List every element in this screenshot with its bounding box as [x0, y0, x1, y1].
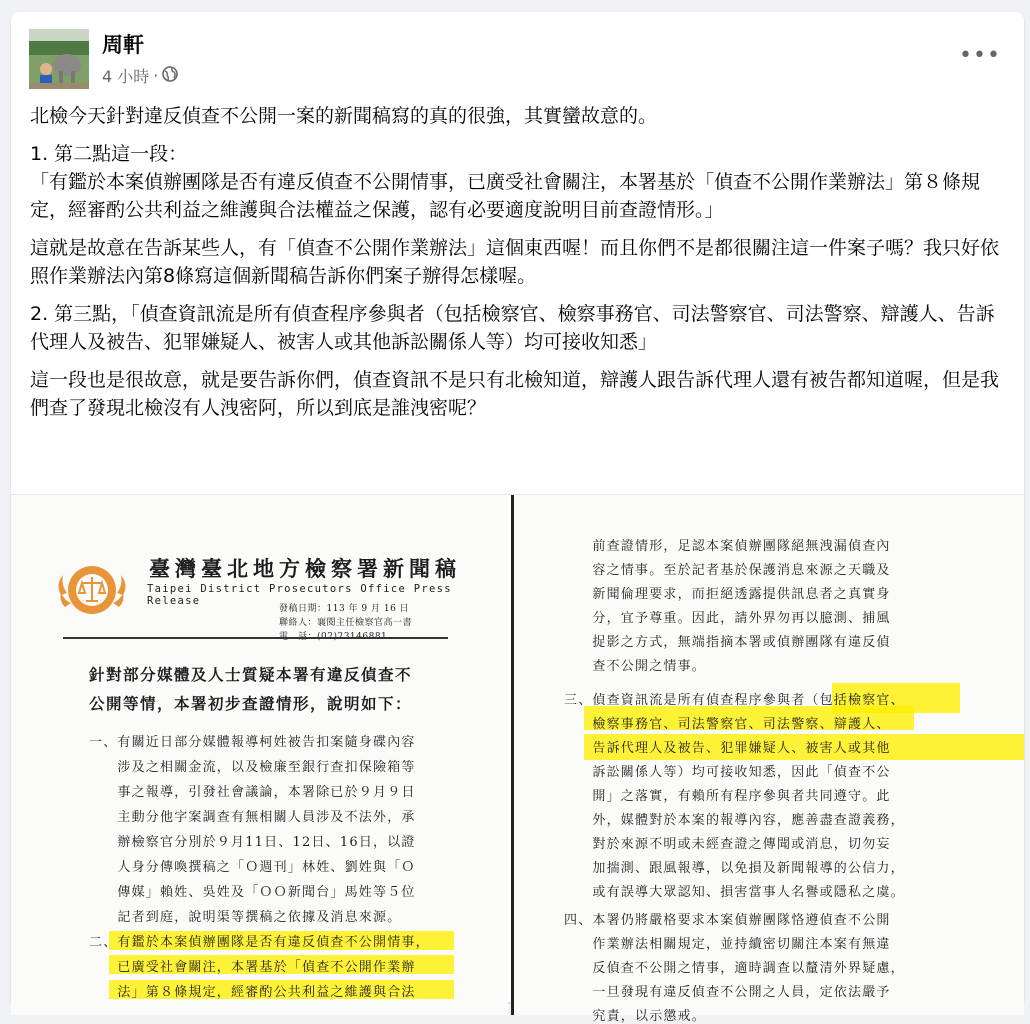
document-page-right — [511, 495, 1024, 1024]
post-meta — [102, 64, 178, 87]
post-body — [30, 102, 1008, 432]
document-line: 訴訟關係人等）均可接收知悉，因此「偵查不公 — [564, 765, 891, 780]
document-line: 主動分他字案調查有無相關人員涉及不法外，承 — [89, 810, 416, 825]
document-heading: 公開等情，本署初步查證情形，說明如下： — [89, 694, 413, 713]
document-line: 一旦發現有違反偵查不公開之人員，定依法嚴予 — [564, 985, 891, 1000]
document-line: 開」之落實，有賴所有程序參與者共同遵守。此 — [564, 789, 891, 804]
document-line: 四、本署仍將嚴格要求本案偵辦團隊恪遵偵查不公開 — [564, 913, 891, 928]
document-line: 已廣受社會關注，本署基於「偵查不公開作業辦 — [89, 960, 416, 975]
document-subtitle: Taipei District Prosecutors Office Press Release — [147, 583, 452, 607]
document-page-left — [11, 495, 508, 1015]
document-line: 事之報導，引發社會議論，本署除已於９月９日 — [89, 785, 416, 800]
document-line: 容之情事。至於記者基於保護消息來源之天職及 — [564, 563, 891, 578]
document-rule — [63, 637, 448, 639]
document-line: 加揣測、跟風報導，以免損及新聞報導的公信力， — [564, 861, 905, 876]
document-line: 或有誤導大眾認知、損害當事人名譽或隱私之虞。 — [564, 885, 905, 900]
post-paragraph: 2. 第三點，「偵查資訊流是所有偵查程序參與者（包括檢察官、檢察事務官、司法警察官、司法警察、辯護人、告訴代理人及被告、犯罪嫌疑人、被害人或其他訴訟關係人等）均可接收知悉」 — [30, 303, 995, 353]
document-line: 究責，以示懲戒。 — [564, 1009, 707, 1024]
document-line: 作業辦法相關規定，並持續密切關注本案有無違 — [564, 937, 891, 952]
more-options-button[interactable] — [960, 40, 1000, 70]
post-timestamp[interactable]: 4 小時 — [102, 67, 150, 86]
post-card — [11, 12, 1024, 1024]
document-line: 反偵查不公開之情事，適時調查以釐清外界疑慮， — [564, 961, 905, 976]
document-line: 捉影之方式，無端指摘本署或偵辦團隊有違反偵 — [564, 635, 891, 650]
document-line: 分，宜予尊重。因此，請外界勿再以臆測、捕風 — [564, 611, 891, 626]
author-name[interactable]: 周軒 — [102, 33, 144, 57]
prosecutors-office-seal-icon — [51, 555, 133, 625]
document-line: 三、偵查資訊流是所有偵查程序參與者（包括檢察官、 — [564, 693, 905, 708]
document-line: 檢察事務官、司法警察官、司法警察、辯護人、 — [564, 717, 891, 732]
avatar[interactable] — [29, 29, 89, 89]
document-line: 外，媒體對於本案的報導內容，應善盡查證義務， — [564, 813, 905, 828]
document-date: 發稿日期：113 年 9 月 16 日 — [279, 604, 410, 614]
document-title: 臺灣臺北地方檢察署新聞稿 — [149, 556, 461, 581]
more-options-icon: ••• — [959, 42, 1001, 68]
document-line: 記者到庭，說明渠等撰稿之依據及消息來源。 — [89, 910, 402, 925]
post-image[interactable] — [11, 494, 1024, 1024]
document-contact: 聯絡人：襄閱主任檢察官高一書 — [279, 618, 413, 628]
document-phone — [279, 629, 387, 642]
document-line: 對於來源不明或未經查證之傳聞或消息，切勿妄 — [564, 837, 891, 852]
avatar-photo — [29, 29, 89, 89]
post-paragraph: 「有鑑於本案偵辦團隊是否有違反偵查不公開情事，已廣受社會關注，本署基於「偵查不公開作業辦法」第８條規定，經審酌公共利益之維護與合法權益之保護，認有必要適度說明目前查證情形。」 — [30, 171, 981, 221]
post-header — [11, 12, 1024, 90]
globe-icon — [162, 66, 178, 86]
document-line: 辦檢察官分別於９月11日、12日、16日，以證 — [89, 835, 416, 850]
document-line: 人身分傳喚撰稿之「Ｏ週刊」林姓、劉姓與「Ｏ — [89, 860, 416, 875]
document-line: 查不公開之情事。 — [564, 659, 707, 674]
document-line: 二、有鑑於本案偵辦團隊是否有違反偵查不公開情事， — [89, 935, 430, 950]
document-line: 一、有關近日部分媒體報導柯姓被告扣案隨身碟內容 — [89, 735, 416, 750]
post-paragraph: 1. 第二點這一段： — [30, 143, 188, 165]
document-heading: 針對部分媒體及人士質疑本署有違反偵查不 — [89, 665, 413, 684]
document-line: 傳媒」賴姓、吳姓及「ＯＯ新聞台」馬姓等５位 — [89, 885, 416, 900]
document-line: 新聞倫理要求，而拒絕透露提供訊息者之真實身 — [564, 587, 891, 602]
document-line: 法」第８條規定，經審酌公共利益之維護與合法 — [89, 985, 416, 1000]
document-line: 涉及之相關金流，以及檢廉至銀行查扣保險箱等 — [89, 760, 416, 775]
post-paragraph: 北檢今天針對違反偵查不公開一案的新聞稿寫的真的很強，其實蠻故意的。 — [30, 105, 658, 127]
document-line: 前查證情形，足認本案偵辦團隊絕無洩漏偵查內 — [564, 539, 891, 554]
document-line: 告訴代理人及被告、犯罪嫌疑人、被害人或其他 — [564, 741, 891, 756]
post-paragraph: 這一段也是很故意，就是要告訴你們，偵查資訊不是只有北檢知道，辯護人跟告訴代理人還有被告都知道喔，但是我們查了發現北檢沒有人洩密阿，所以到底是誰洩密呢？ — [30, 369, 1000, 419]
post-paragraph: 這就是故意在告訴某些人，有「偵查不公開作業辦法」這個東西喔！而且你們不是都很關注這一件案子嗎？我只好依照作業辦法內第8條寫這個新聞稿告訴你們案子辦得怎樣喔。 — [30, 237, 1000, 287]
meta-separator: · — [153, 66, 159, 85]
